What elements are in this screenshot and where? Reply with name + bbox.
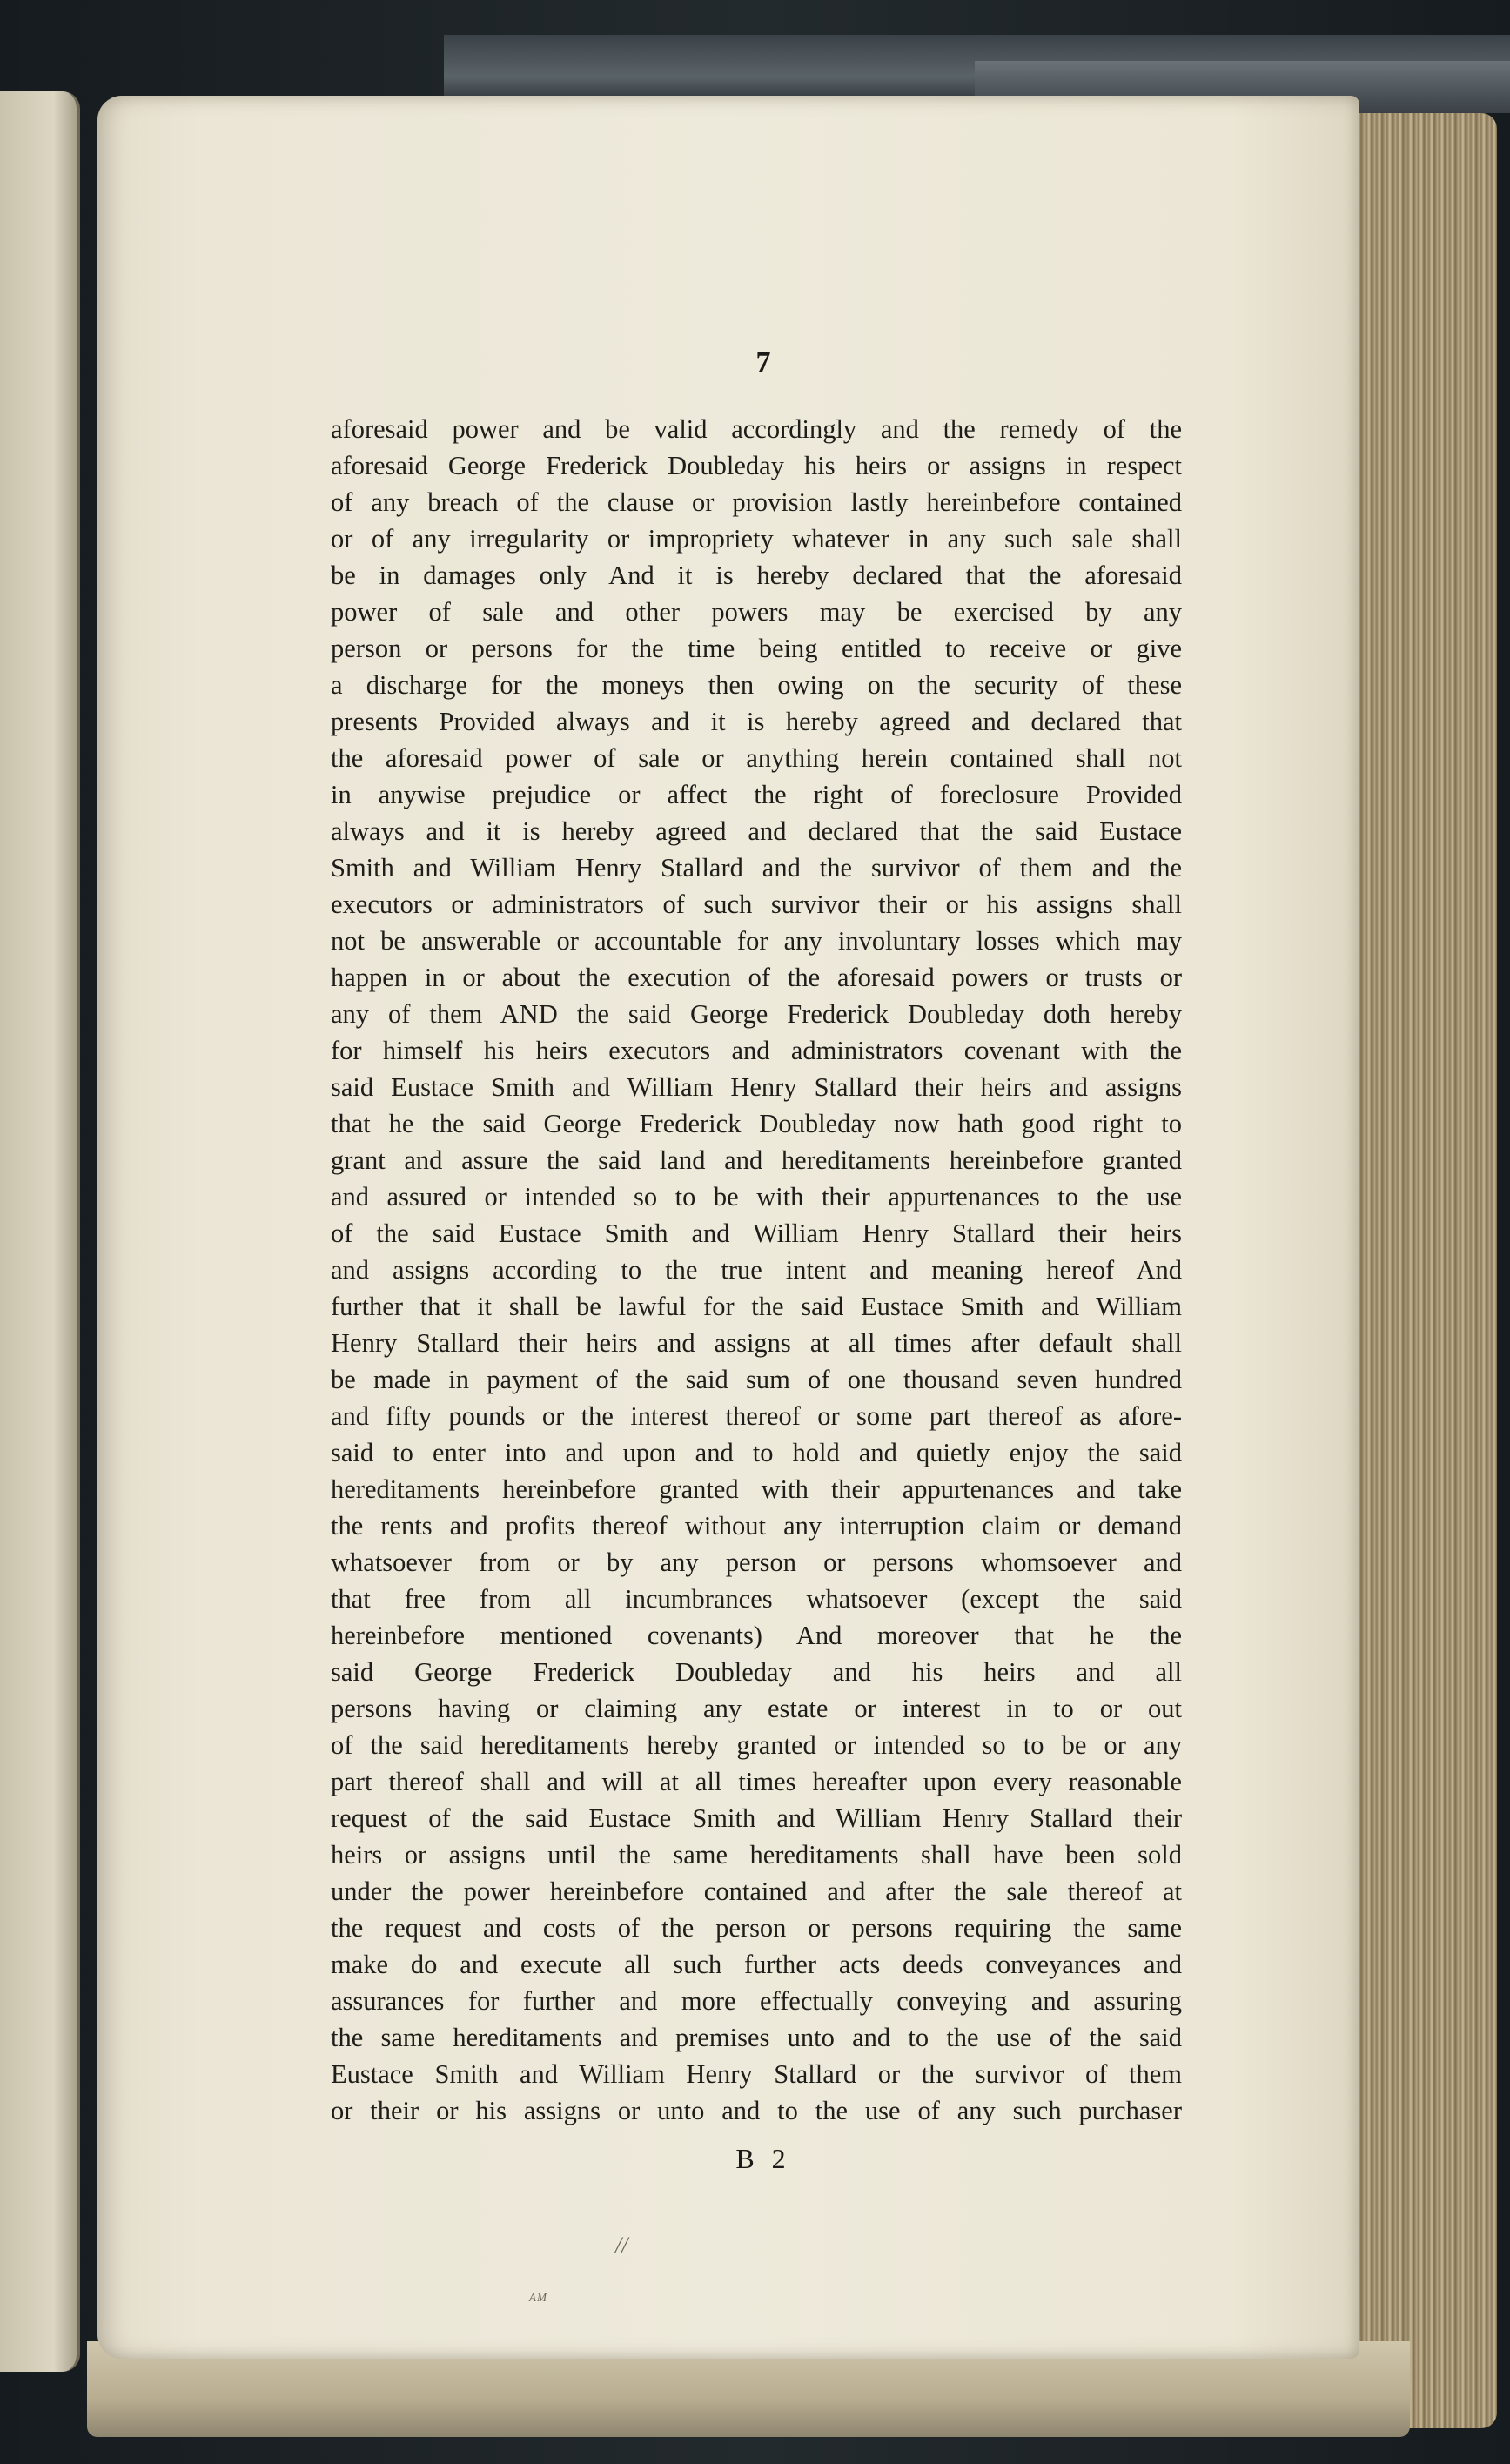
text-line: of any breach of the clause or provision lastly hereinbefore contained <box>331 487 1182 517</box>
text-line: that he the said George Frederick Doubleday now hath good right to <box>331 1109 1182 1138</box>
text-line: Smith and William Henry Stallard and the survivor of them and the <box>331 853 1182 883</box>
text-line: happen in or about the execution of the aforesaid powers or trusts or <box>331 963 1182 992</box>
text-line: further that it shall be lawful for the said Eustace Smith and William <box>331 1292 1182 1321</box>
body-text <box>331 411 1182 2129</box>
text-line: under the power hereinbefore contained and after the sale thereof at <box>331 1877 1182 1906</box>
document-page <box>97 96 1359 2359</box>
text-line: person or persons for the time being entitled to receive or give <box>331 634 1182 663</box>
text-line: whatsoever from or by any person or persons whomsoever and <box>331 1548 1182 1577</box>
text-line: executors or administrators of such survivor their or his assigns shall <box>331 890 1182 919</box>
text-line: assurances for further and more effectually conveying and assuring <box>331 1986 1182 2016</box>
text-line: request of the said Eustace Smith and William Henry Stallard their <box>331 1803 1182 1833</box>
text-line: the aforesaid power of sale or anything herein contained shall not <box>331 743 1182 773</box>
text-line: part thereof shall and will at all times hereafter upon every reasonable <box>331 1767 1182 1796</box>
text-line: always and it is hereby agreed and declared that the said Eustace <box>331 816 1182 846</box>
text-line: be made in payment of the said sum of one thousand seven hundred <box>331 1365 1182 1394</box>
text-line: and fifty pounds or the interest thereof or some part thereof as afore- <box>331 1401 1182 1431</box>
page-stack-edge <box>1353 113 1497 2428</box>
text-line: Henry Stallard their heirs and assigns at all times after default shall <box>331 1328 1182 1358</box>
text-line: or their or his assigns or unto and to the use of any such purchaser <box>331 2096 1182 2125</box>
text-line: the same hereditaments and premises unto and to the use of the said <box>331 2023 1182 2052</box>
text-line: and assigns according to the true intent and meaning hereof And <box>331 1255 1182 1285</box>
text-line: Eustace Smith and William Henry Stallard or the survivor of them <box>331 2059 1182 2089</box>
text-line: that free from all incumbrances whatsoever (except the said <box>331 1584 1182 1614</box>
page-number: 7 <box>755 346 771 379</box>
text-line: the request and costs of the person or persons requiring the same <box>331 1913 1182 1943</box>
signature-mark: B 2 <box>735 2143 791 2174</box>
text-line: aforesaid George Frederick Doubleday his heirs or assigns in respect <box>331 451 1182 480</box>
text-line: grant and assure the said land and hereditaments hereinbefore granted <box>331 1145 1182 1175</box>
text-line: heirs or assigns until the same hereditaments shall have been sold <box>331 1840 1182 1870</box>
text-line: persons having or claiming any estate or interest in to or out <box>331 1694 1182 1723</box>
text-line: power of sale and other powers may be exercised by any <box>331 597 1182 627</box>
text-line: not be answerable or accountable for any involuntary losses which may <box>331 926 1182 956</box>
text-line: be in damages only And it is hereby declared that the aforesaid <box>331 561 1182 590</box>
text-line: and assured or intended so to be with their appurtenances to the use <box>331 1182 1182 1212</box>
text-line: hereditaments hereinbefore granted with their appurtenances and take <box>331 1474 1182 1504</box>
text-line: the rents and profits thereof without any interruption claim or demand <box>331 1511 1182 1541</box>
text-line: make do and execute all such further acts deeds conveyances and <box>331 1950 1182 1979</box>
text-line: any of them AND the said George Frederick Doubleday doth hereby <box>331 999 1182 1029</box>
text-line: for himself his heirs executors and administrators covenant with the <box>331 1036 1182 1065</box>
text-line: said to enter into and upon and to hold and quietly enjoy the said <box>331 1438 1182 1467</box>
facing-page-edge <box>0 91 80 2372</box>
pencil-initial: ᴬᴹ <box>528 2289 547 2311</box>
text-line: presents Provided always and it is hereby agreed and declared that <box>331 707 1182 736</box>
text-line: or of any irregularity or impropriety whatever in any such sale shall <box>331 524 1182 554</box>
text-line: aforesaid power and be valid accordingly and the remedy of the <box>331 414 1182 444</box>
text-line: a discharge for the moneys then owing on the security of these <box>331 670 1182 700</box>
text-line: hereinbefore mentioned covenants) And moreover that he the <box>331 1621 1182 1650</box>
text-line: said George Frederick Doubleday and his heirs and all <box>331 1657 1182 1687</box>
text-line: of the said Eustace Smith and William Henry Stallard their heirs <box>331 1219 1182 1248</box>
pencil-mark: // <box>615 2232 628 2258</box>
text-line: of the said hereditaments hereby granted or intended so to be or any <box>331 1730 1182 1760</box>
text-line: said Eustace Smith and William Henry Stallard their heirs and assigns <box>331 1072 1182 1102</box>
text-line: in anywise prejudice or affect the right of foreclosure Provided <box>331 780 1182 809</box>
